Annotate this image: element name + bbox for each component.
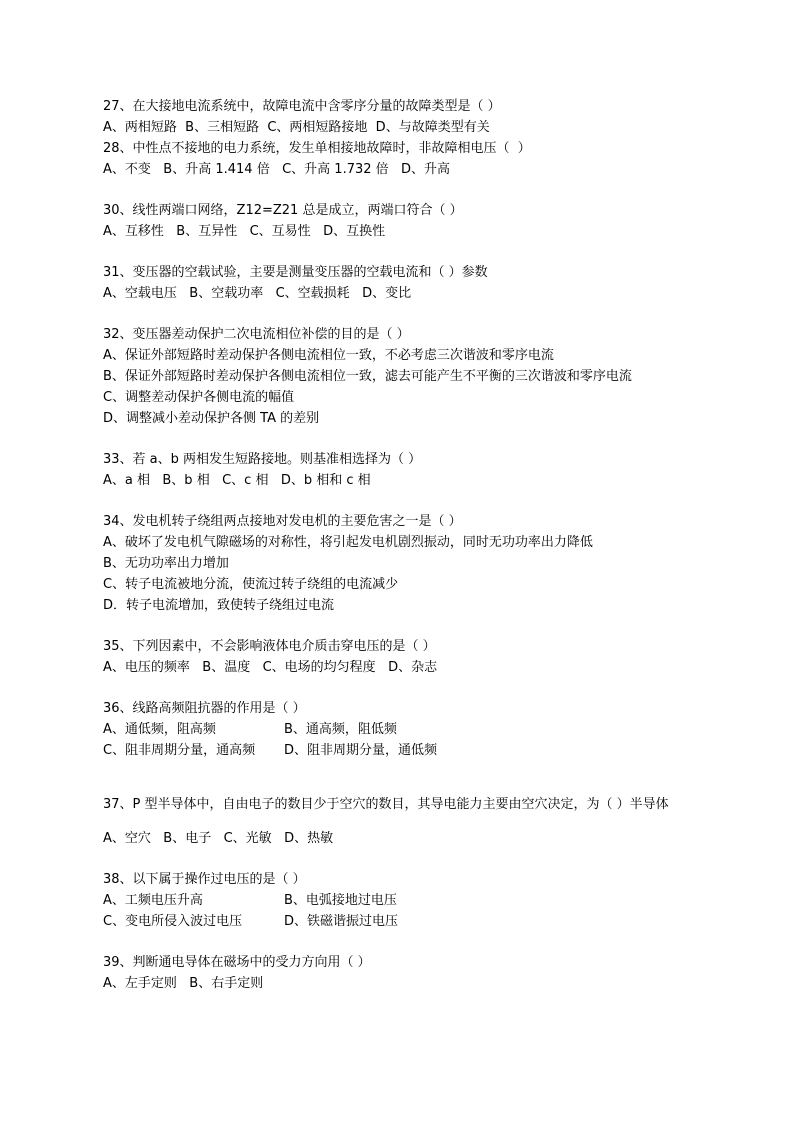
option-b: B、电弧接地过电压 [284,893,397,908]
option-a: A、破坏了发电机气隙磁场的对称性，将引起发电机剧烈振动，同时无功功率出力降低 [103,535,593,550]
question-list [103,96,703,994]
option-d: D．转子电流增加，致使转子绕组过电流 [103,598,335,613]
option-a: A、工频电压升高 [103,893,203,908]
question-stem: 37、P 型半导体中，自由电子的数目少于空穴的数目，其导电能力主要由空穴决定，为（ ）半导体 [103,797,669,812]
option-c: C、变电所侵入波过电压 [103,914,243,929]
question-35 [103,636,703,678]
question-36 [103,698,703,761]
question-options: A、空载电压 B、空载功率 C、空载损耗 D、变比 [103,286,412,301]
question-stem: 28、中性点不接地的电力系统，发生单相接地故障时，非故障相电压（ ） [103,141,531,156]
option-b: B、无功功率出力增加 [103,556,229,571]
question-options: A、空穴 B、电子 C、光敏 D、热敏 [103,831,334,846]
option-d: D、阻非周期分量，通低频 [284,743,438,758]
question-options: A、左手定则 B、右手定则 [103,976,264,991]
option-a: A、通低频，阻高频 [103,722,216,737]
question-options: A、电压的频率 B、温度 C、电场的均匀程度 D、杂志 [103,660,438,675]
question-stem: 39、判断通电导体在磁场中的受力方向用（ ） [103,955,371,970]
question-32 [103,324,703,429]
option-b: B、通高频，阻低频 [284,722,397,737]
question-options: A、a 相 B、b 相 C、c 相 D、b 相和 c 相 [103,473,371,488]
question-31 [103,262,703,304]
option-a: A、保证外部短路时差动保护各侧电流相位一致，不必考虑三次谐波和零序电流 [103,348,554,363]
options-row [103,911,703,932]
question-27 [103,96,703,138]
question-38 [103,869,703,932]
question-stem: 36、线路高频阻抗器的作用是（ ） [103,701,306,716]
option-c: C、调整差动保护各侧电流的幅值 [103,390,295,405]
question-37 [103,794,703,849]
question-stem: 31、变压器的空载试验，主要是测量变压器的空载电流和（ ）参数 [103,265,488,280]
options-row [103,740,703,761]
question-options: A、不变 B、升高 1.414 倍 C、升高 1.732 倍 D、升高 [103,162,451,177]
option-c: C、阻非周期分量，通高频 [103,743,256,758]
question-stem: 30、线性两端口网络，Z12=Z21 总是成立，两端口符合（ ） [103,203,463,218]
question-33 [103,449,703,491]
question-stem: 35、下列因素中，不会影响液体电介质击穿电压的是（ ） [103,639,436,654]
option-d: D、铁磁谐振过电压 [284,914,399,929]
option-c: C、转子电流被地分流，使流过转子绕组的电流减少 [103,577,399,592]
options-row [103,719,703,740]
question-options: A、互移性 B、互异性 C、互易性 D、互换性 [103,224,386,239]
question-30 [103,200,703,242]
question-stem: 27、在大接地电流系统中，故障电流中含零序分量的故障类型是（ ） [103,99,501,114]
question-stem: 38、以下属于操作过电压的是（ ） [103,872,306,887]
question-39 [103,952,703,994]
question-28 [103,138,703,180]
question-stem: 34、发电机转子绕组两点接地对发电机的主要危害之一是（ ） [103,514,462,529]
question-options: A、两相短路 B、三相短路 C、两相短路接地 D、与故障类型有关 [103,120,490,135]
question-34 [103,511,703,616]
options-row [103,890,703,911]
option-d: D、调整减小差动保护各侧 TA 的差别 [103,411,320,426]
option-b: B、保证外部短路时差动保护各侧电流相位一致，滤去可能产生不平衡的三次谐波和零序电流 [103,369,632,384]
question-stem: 33、若 a、b 两相发生短路接地。则基准相选择为（ ） [103,452,422,467]
question-stem: 32、变压器差动保护二次电流相位补偿的目的是（ ） [103,327,410,342]
